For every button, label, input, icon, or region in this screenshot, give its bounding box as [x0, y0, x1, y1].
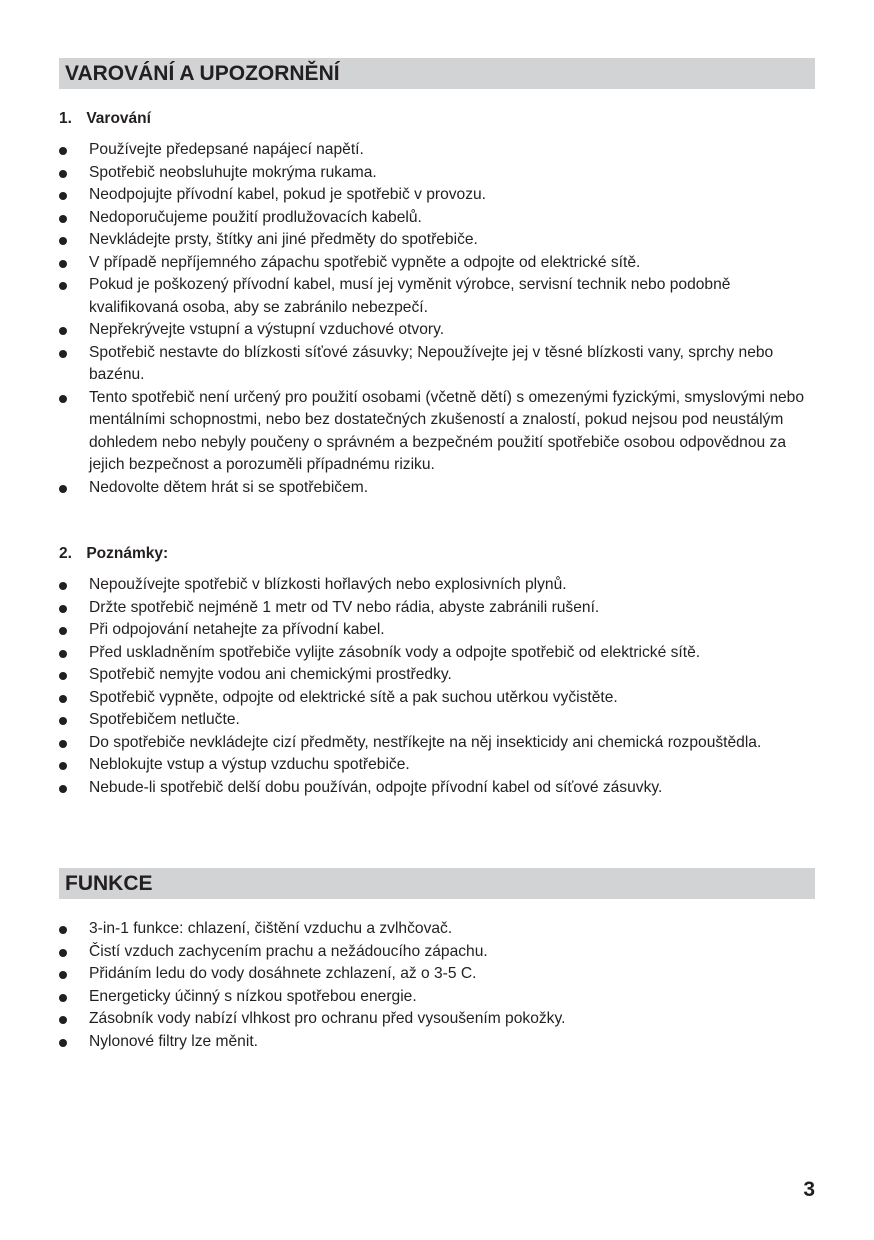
list-item-text: Přidáním ledu do vody dosáhnete zchlazení, až o 3-5 C.	[89, 965, 477, 982]
bullet-icon	[59, 282, 67, 290]
list-item-text: 3-in-1 funkce: chlazení, čištění vzduchu a zvlhčovač.	[89, 920, 453, 937]
list-item	[59, 162, 819, 185]
list-item-text: Neblokujte vstup a výstup vzduchu spotřebiče.	[89, 756, 410, 773]
bullet-icon	[59, 717, 67, 725]
list-item	[59, 387, 819, 477]
page-number: 3	[803, 1178, 815, 1201]
list-item-text: Držte spotřebič nejméně 1 metr od TV nebo rádia, abyste zabránili rušení.	[89, 598, 600, 616]
bullet-icon	[59, 672, 67, 680]
bullet-icon	[59, 605, 67, 613]
list-item-text: Čistí vzduch zachycením prachu a nežádoucího zápachu.	[89, 942, 488, 960]
list-item	[59, 252, 819, 275]
list-item-text: Neodpojujte přívodní kabel, pokud je spotřebič v provozu.	[89, 186, 487, 203]
bullet-icon	[59, 395, 67, 403]
bullet-icon	[59, 1016, 67, 1024]
list-item	[59, 597, 819, 620]
list-item	[59, 918, 819, 941]
warnings-section-header	[59, 58, 815, 89]
list-item-text: Energeticky účinný s nízkou spotřebou energie.	[89, 987, 417, 1005]
list-item-text: Tento spotřebič není určený pro použití osobami (včetně dětí) s omezenými fyzickými, smyslovými nebo mentálními schopnostmi, nebo bez dostatečných zkušeností a znalostí, pokud nejsou pod neustálým dohledem nebo nebyly poučeny o správném a bezpečném použití spotřebiče osobou odpovědnou za jejich bezpečnost a porozuměli případnému riziku.	[89, 388, 805, 473]
subsection-notes-heading	[59, 545, 168, 563]
bullet-icon	[59, 785, 67, 793]
list-item	[59, 642, 819, 665]
list-item	[59, 207, 819, 230]
list-item-text: Spotřebič nestavte do blízkosti síťové zásuvky; Nepoužívejte jej v těsné blízkosti vany, sprchy nebo bazénu.	[89, 343, 774, 383]
list-item-text: Nebude-li spotřebič delší dobu používán, odpojte přívodní kabel od síťové zásuvky.	[89, 778, 663, 796]
list-item	[59, 687, 819, 710]
list-item	[59, 477, 819, 500]
list-item-text: Při odpojování netahejte za přívodní kabel.	[89, 621, 385, 638]
functions-section-header	[59, 868, 815, 899]
bullet-icon	[59, 949, 67, 957]
bullet-icon	[59, 994, 67, 1002]
list-item-text: Pokud je poškozený přívodní kabel, musí jej vyměnit výrobce, servisní technik nebo podobně kvalifikovaná osoba, aby se zabránilo nebezpečí.	[89, 276, 731, 316]
list-item-text: Nedoporučujeme použití prodlužovacích kabelů.	[89, 208, 422, 226]
list-item-text: Spotřebičem netlučte.	[89, 711, 240, 728]
list-item	[59, 619, 819, 642]
list-item	[59, 986, 819, 1009]
bullet-icon	[59, 762, 67, 770]
bullet-icon	[59, 971, 67, 979]
list-item-text: Nylonové filtry lze měnit.	[89, 1032, 258, 1050]
subsection-title: Varování	[86, 110, 151, 127]
bullet-icon	[59, 170, 67, 178]
warnings-list	[59, 139, 819, 499]
list-item	[59, 139, 819, 162]
list-item	[59, 274, 819, 319]
list-item-text: Před uskladněním spotřebiče vylijte zásobník vody a odpojte spotřebič od elektrické sítě.	[89, 643, 701, 661]
notes-list	[59, 574, 819, 799]
list-item	[59, 754, 819, 777]
list-item	[59, 732, 819, 755]
list-item-text: Používejte předepsané napájecí napětí.	[89, 141, 364, 158]
list-item	[59, 1008, 819, 1031]
list-item	[59, 184, 819, 207]
warnings-section-title: VAROVÁNÍ A UPOZORNĚNÍ	[65, 62, 340, 85]
bullet-icon	[59, 650, 67, 658]
list-item	[59, 963, 819, 986]
bullet-icon	[59, 627, 67, 635]
functions-list	[59, 918, 819, 1053]
bullet-icon	[59, 926, 67, 934]
list-item	[59, 319, 819, 342]
list-item	[59, 941, 819, 964]
bullet-icon	[59, 215, 67, 223]
bullet-icon	[59, 740, 67, 748]
bullet-icon	[59, 237, 67, 245]
bullet-icon	[59, 147, 67, 155]
bullet-icon	[59, 695, 67, 703]
list-item-text: Nepřekrývejte vstupní a výstupní vzduchové otvory.	[89, 321, 445, 338]
bullet-icon	[59, 327, 67, 335]
list-item	[59, 709, 819, 732]
bullet-icon	[59, 350, 67, 358]
list-item	[59, 574, 819, 597]
list-item-text: Spotřebič neobsluhujte mokrýma rukama.	[89, 163, 377, 181]
list-item-text: Zásobník vody nabízí vlhkost pro ochranu před vysoušením pokožky.	[89, 1010, 566, 1027]
bullet-icon	[59, 582, 67, 590]
bullet-icon	[59, 485, 67, 493]
list-item-text: V případě nepříjemného zápachu spotřebič vypněte a odpojte od elektrické sítě.	[89, 253, 641, 271]
list-item	[59, 777, 819, 800]
list-item	[59, 229, 819, 252]
bullet-icon	[59, 192, 67, 200]
subsection-number: 2.	[59, 545, 72, 562]
subsection-title: Poznámky:	[86, 545, 169, 562]
bullet-icon	[59, 260, 67, 268]
subsection-number: 1.	[59, 110, 72, 127]
list-item	[59, 1031, 819, 1054]
list-item	[59, 342, 819, 387]
list-item-text: Nepoužívejte spotřebič v blízkosti hořlavých nebo explosivních plynů.	[89, 576, 567, 593]
list-item-text: Nedovolte dětem hrát si se spotřebičem.	[89, 478, 369, 496]
list-item-text: Do spotřebiče nevkládejte cizí předměty, nestříkejte na něj insekticidy ani chemická rozpouštědla.	[89, 733, 762, 751]
subsection-warnings-heading	[59, 110, 151, 128]
bullet-icon	[59, 1039, 67, 1047]
list-item-text: Nevkládejte prsty, štítky ani jiné předměty do spotřebiče.	[89, 231, 478, 248]
list-item-text: Spotřebič vypněte, odpojte od elektrické sítě a pak suchou utěrkou vyčistěte.	[89, 688, 618, 706]
list-item-text: Spotřebič nemyjte vodou ani chemickými prostředky.	[89, 666, 452, 683]
functions-section-title: FUNKCE	[65, 872, 153, 895]
list-item	[59, 664, 819, 687]
